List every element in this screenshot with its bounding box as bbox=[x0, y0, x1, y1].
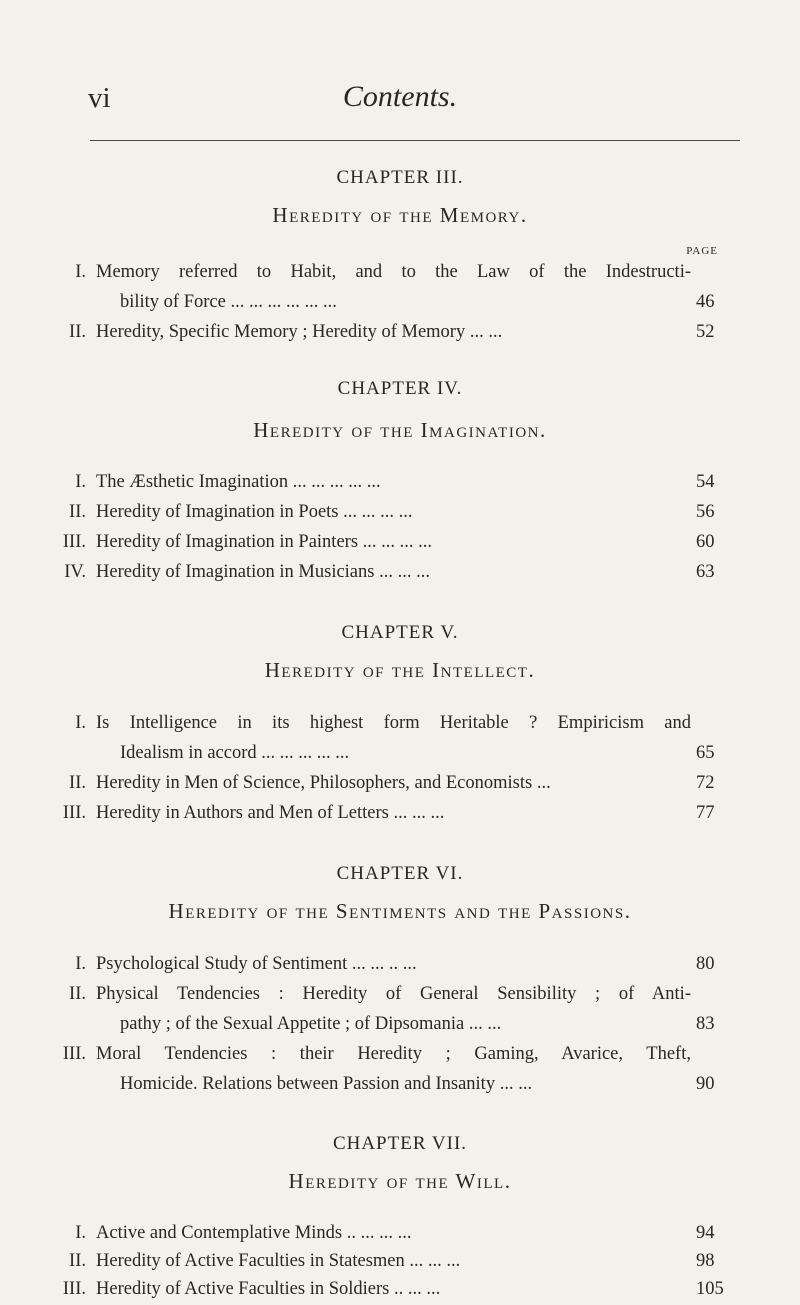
entry-numeral: II. bbox=[69, 502, 86, 522]
entry-text-line: Heredity of Imagination in Poets ... ... ... ... bbox=[96, 503, 413, 522]
chapter-5-number: CHAPTER V. bbox=[341, 622, 459, 643]
entry-text-line: Heredity, Specific Memory ; Heredity of Memory ... ... bbox=[96, 323, 503, 342]
chapter-3-number: CHAPTER III. bbox=[336, 167, 464, 188]
entry-numeral: III. bbox=[62, 1279, 86, 1299]
entry-page-number: 63 bbox=[696, 562, 715, 582]
entry-text-line: Is Intelligence in its highest form Heritable ? Empiricism and bbox=[96, 714, 691, 733]
entry-numeral: I. bbox=[75, 713, 86, 733]
header-rule bbox=[90, 140, 740, 141]
entry-page-number: 83 bbox=[696, 1014, 715, 1034]
chapter-3-title: Heredity of the Memory. bbox=[272, 203, 528, 227]
entry-page-number: 65 bbox=[696, 743, 715, 763]
entry-numeral: II. bbox=[69, 322, 86, 342]
entry-page-number: 98 bbox=[696, 1251, 715, 1271]
entry-text-line: bility of Force ... ... ... ... ... ... bbox=[120, 293, 337, 312]
entry-numeral: II. bbox=[69, 773, 86, 793]
entry-page-number: 56 bbox=[696, 502, 715, 522]
entry-page-number: 77 bbox=[696, 803, 715, 823]
entry-page-number: 72 bbox=[696, 773, 715, 793]
entry-numeral: I. bbox=[75, 1223, 86, 1243]
entry-numeral: III. bbox=[62, 803, 86, 823]
entry-text-line: The Æsthetic Imagination ... ... ... ... ... bbox=[96, 473, 381, 492]
entry-page-number: 94 bbox=[696, 1223, 715, 1243]
chapter-4-number: CHAPTER IV. bbox=[337, 378, 463, 399]
entry-text-line: Physical Tendencies : Heredity of General Sensibility ; of Anti- bbox=[96, 985, 691, 1004]
entry-text-line: Memory referred to Habit, and to the Law of the Indestructi- bbox=[96, 263, 691, 282]
entry-text-line: Heredity of Active Faculties in Statesmen ... ... ... bbox=[96, 1252, 461, 1271]
entry-numeral: II. bbox=[69, 984, 86, 1004]
entry-text-line: Psychological Study of Sentiment ... ... .. ... bbox=[96, 955, 417, 974]
entry-numeral: I. bbox=[75, 262, 86, 282]
page-column-label: PAGE bbox=[686, 245, 718, 257]
entry-text-line: Heredity in Men of Science, Philosophers, and Economists ... bbox=[96, 774, 551, 793]
entry-page-number: 54 bbox=[696, 472, 715, 492]
chapter-6-title: Heredity of the Sentiments and the Passions. bbox=[168, 899, 632, 923]
chapter-6-number: CHAPTER VI. bbox=[336, 863, 464, 884]
page-folio: vi bbox=[88, 82, 111, 114]
chapter-7-number: CHAPTER VII. bbox=[332, 1133, 468, 1154]
entry-numeral: IV. bbox=[64, 562, 86, 582]
entry-numeral: II. bbox=[69, 1251, 86, 1271]
entry-numeral: I. bbox=[75, 954, 86, 974]
chapter-5-title: Heredity of the Intellect. bbox=[264, 658, 536, 682]
entry-page-number: 80 bbox=[696, 954, 715, 974]
entry-page-number: 46 bbox=[696, 292, 715, 312]
entry-numeral: III. bbox=[62, 532, 86, 552]
entry-text-line: Heredity of Imagination in Painters ... ... ... ... bbox=[96, 533, 433, 552]
entry-numeral: III. bbox=[62, 1044, 86, 1064]
running-title: Contents. bbox=[342, 80, 458, 113]
entry-text-line: Idealism in accord ... ... ... ... ... bbox=[120, 744, 350, 763]
entry-page-number: 90 bbox=[696, 1074, 715, 1094]
chapter-7-title: Heredity of the Will. bbox=[288, 1169, 512, 1193]
entry-text-line: Homicide. Relations between Passion and Insanity ... ... bbox=[120, 1075, 533, 1094]
chapter-4-title: Heredity of the Imagination. bbox=[253, 418, 547, 442]
entry-page-number: 52 bbox=[696, 322, 715, 342]
entry-text-line: Heredity in Authors and Men of Letters ... ... ... bbox=[96, 804, 445, 823]
entry-text-line: pathy ; of the Sexual Appetite ; of Dipsomania ... ... bbox=[120, 1015, 502, 1034]
entry-text-line: Moral Tendencies : their Heredity ; Gaming, Avarice, Theft, bbox=[96, 1045, 691, 1064]
entry-text-line: Active and Contemplative Minds .. ... ... ... bbox=[96, 1224, 412, 1243]
entry-page-number: 60 bbox=[696, 532, 715, 552]
entry-numeral: I. bbox=[75, 472, 86, 492]
entry-text-line: Heredity of Imagination in Musicians ... ... ... bbox=[96, 563, 430, 582]
entry-text-line: Heredity of Active Faculties in Soldiers .. ... ... bbox=[96, 1280, 441, 1299]
entry-page-number: 105 bbox=[696, 1279, 724, 1299]
